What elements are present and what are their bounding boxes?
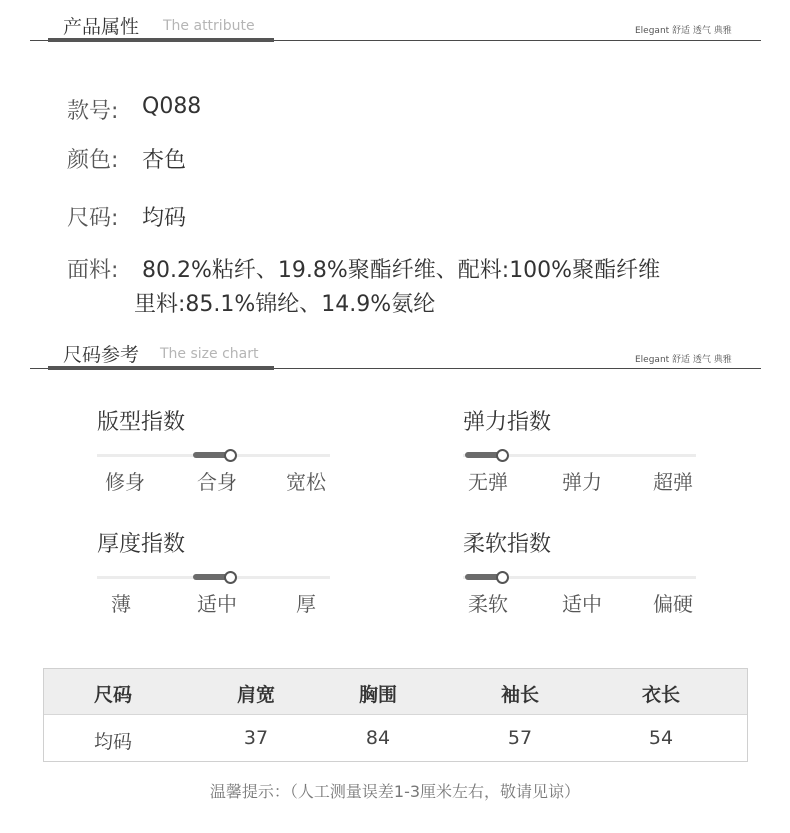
attribute-section-subtitle: The attribute (163, 18, 255, 34)
attribute-section-tagline: Elegant 舒适 透气 典雅 (635, 26, 732, 36)
attribute-section-accent-bar (48, 38, 274, 42)
thickness-option-thin: 薄 (111, 592, 131, 616)
style-number-label: 款号: (67, 99, 119, 124)
size-table-header-length: 衣长 (641, 684, 680, 706)
softness-option-soft: 柔软 (468, 592, 508, 616)
measurement-note: 温馨提示：（人工测量误差1-3厘米左右，敬请见谅） (209, 782, 581, 801)
elasticity-option-super: 超弹 (653, 470, 693, 494)
size-table-cell: 均码 (93, 731, 132, 753)
softness-option-stiff: 偏硬 (653, 592, 693, 616)
size-table-header-bust: 胸围 (358, 684, 397, 706)
softness-option-medium: 适中 (562, 592, 602, 616)
fabric-label: 面料: (67, 258, 119, 283)
fit-option-regular: 合身 (197, 470, 237, 494)
size-value: 均码 (142, 206, 187, 231)
size-section-subtitle: The size chart (160, 346, 259, 362)
fabric-composition: 80.2%粘纤、19.8%聚酯纤维、配料:100%聚酯纤维 (142, 258, 661, 283)
size-table-header-size: 尺码 (93, 684, 132, 706)
fit-option-loose: 宽松 (286, 470, 326, 494)
size-table-cell: 84 (365, 727, 391, 749)
color-label: 颜色: (67, 148, 119, 173)
elasticity-index-title: 弹力指数 (463, 410, 552, 435)
elasticity-option-none: 无弹 (468, 470, 508, 494)
elasticity-index-knob (496, 449, 509, 462)
style-number-value: Q088 (142, 94, 202, 119)
size-table-cell: 57 (507, 727, 533, 749)
size-section-title: 尺码参考 (63, 344, 140, 366)
size-label: 尺码: (67, 206, 119, 231)
size-table-cell: 37 (243, 727, 269, 749)
softness-index-knob (496, 571, 509, 584)
size-section-tagline: Elegant 舒适 透气 典雅 (635, 355, 732, 365)
size-section-accent-bar (48, 366, 274, 370)
fit-index-knob (224, 449, 237, 462)
thickness-index-title: 厚度指数 (97, 532, 186, 557)
thickness-option-medium: 适中 (197, 592, 237, 616)
fit-index-title: 版型指数 (97, 410, 186, 435)
size-table-header-shoulder: 肩宽 (236, 684, 275, 706)
color-value: 杏色 (142, 148, 187, 173)
lining-composition: 里料:85.1%锦纶、14.9%氨纶 (134, 292, 436, 317)
size-table-header-sleeve: 袖长 (500, 684, 539, 706)
softness-index-title: 柔软指数 (463, 532, 552, 557)
elasticity-option-stretch: 弹力 (562, 470, 602, 494)
fit-option-slim: 修身 (105, 470, 145, 494)
thickness-index-knob (224, 571, 237, 584)
attribute-section-title: 产品属性 (63, 16, 140, 38)
thickness-option-thick: 厚 (296, 592, 316, 616)
size-table-cell: 54 (648, 727, 674, 749)
